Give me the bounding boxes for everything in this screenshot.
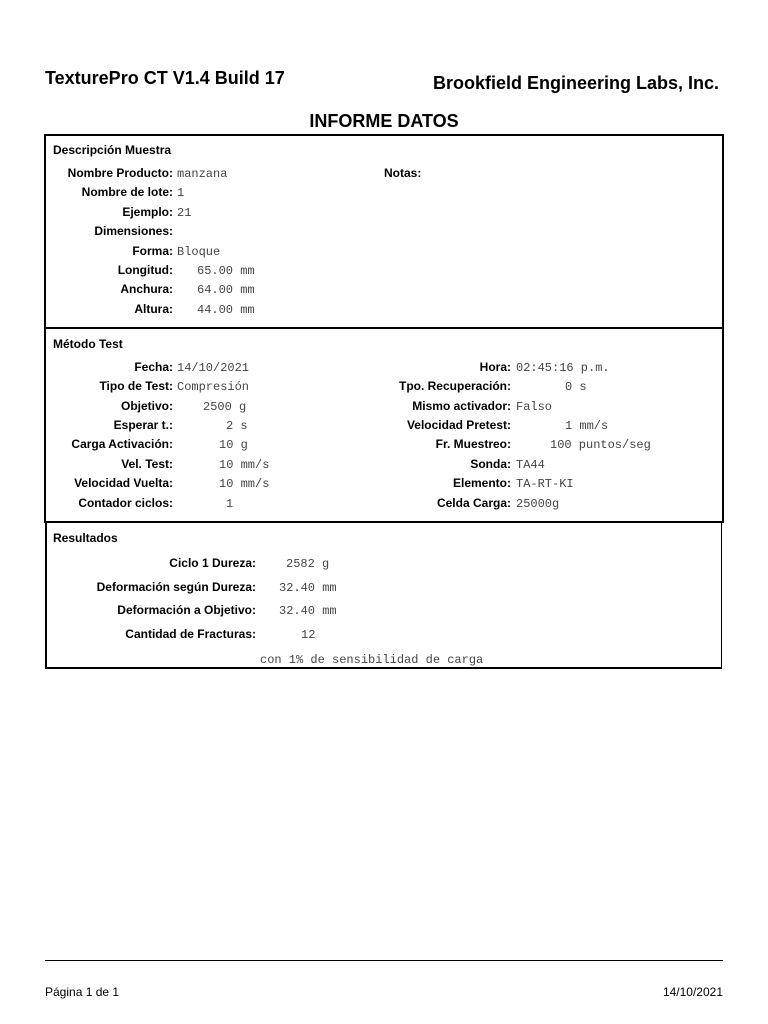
wait-label: Esperar t.: [113,418,173,432]
wait-value: 2 s [226,419,248,433]
results-section-title: Resultados [53,531,118,545]
results-section [45,521,722,669]
length-label: Longitud: [117,263,173,277]
fractures-label: Cantidad de Fracturas: [125,627,256,641]
time-label: Hora: [479,360,511,374]
recovery-label: Tpo. Recuperación: [398,379,511,393]
method-section-title: Método Test [53,337,123,351]
footer-date: 14/10/2021 [662,985,723,999]
probe-label: Sonda: [470,457,511,471]
cycles-label: Contador ciclos: [78,496,173,510]
trigger-load-label: Carga Activación: [71,437,173,451]
deformation-hardness-label: Deformación según Dureza: [96,580,256,594]
pretest-speed-label: Velocidad Pretest: [406,418,511,432]
height-label: Altura: [134,302,173,316]
width-label: Anchura: [120,282,173,296]
sample-section-title: Descripción Muestra [53,143,172,157]
load-cell-label: Celda Carga: [436,496,511,510]
test-type-value: Compresión [177,380,250,394]
deformation-target-label: Deformación a Objetivo: [117,603,256,617]
pretest-speed-value: 1 mm/s [565,419,609,433]
sensitivity-note: con 1% de sensibilidad de carga [260,653,484,667]
return-speed-label: Velocidad Vuelta: [74,476,173,490]
test-speed-label: Vel. Test: [121,457,173,471]
shape-value: Bloque [177,245,221,259]
software-title: TexturePro CT V1.4 Build 17 [45,68,285,88]
test-speed-value: 10 mm/s [219,458,270,472]
notes-label: Notas: [384,166,422,180]
dimensions-label: Dimensiones: [94,224,173,238]
shape-label: Forma: [132,244,173,258]
date-value: 14/10/2021 [177,361,250,375]
lot-label: Nombre de lote: [81,185,173,199]
cycles-value: 1 [226,497,234,511]
deformation-target-value: 32.40 mm [279,604,337,618]
same-trigger-value: Falso [516,400,553,414]
product-value: manzana [177,167,228,181]
example-value: 21 [177,206,192,220]
return-speed-value: 10 mm/s [219,477,270,491]
target-label: Objetivo: [120,399,173,413]
test-type-label: Tipo de Test: [99,379,173,393]
length-value: 65.00 mm [197,264,255,278]
date-label: Fecha: [134,360,173,374]
footer-divider [45,960,723,961]
time-value: 02:45:16 p.m. [516,361,610,375]
target-value: 2500 g [203,400,247,414]
load-cell-value: 25000g [516,497,560,511]
trigger-load-value: 10 g [219,438,248,452]
report-title: INFORME DATOS [309,111,459,131]
hardness-value: 2582 g [286,557,330,571]
sample-rate-label: Fr. Muestreo: [435,437,511,451]
same-trigger-label: Mismo activador: [412,399,511,413]
width-value: 64.00 mm [197,283,255,297]
sample-rate-value: 100 puntos/seg [550,438,651,452]
page-number: Página 1 de 1 [45,985,120,999]
recovery-value: 0 s [565,380,587,394]
fixture-value: TA-RT-KI [516,477,574,491]
lot-value: 1 [177,186,185,200]
fractures-value: 12 [301,628,316,642]
deformation-hardness-value: 32.40 mm [279,581,337,595]
probe-value: TA44 [516,458,545,472]
height-value: 44.00 mm [197,303,255,317]
company-name: Brookfield Engineering Labs, Inc. [433,73,720,93]
fixture-label: Elemento: [452,476,511,490]
product-label: Nombre Producto: [67,166,173,180]
hardness-label: Ciclo 1 Dureza: [169,556,256,570]
example-label: Ejemplo: [122,205,173,219]
